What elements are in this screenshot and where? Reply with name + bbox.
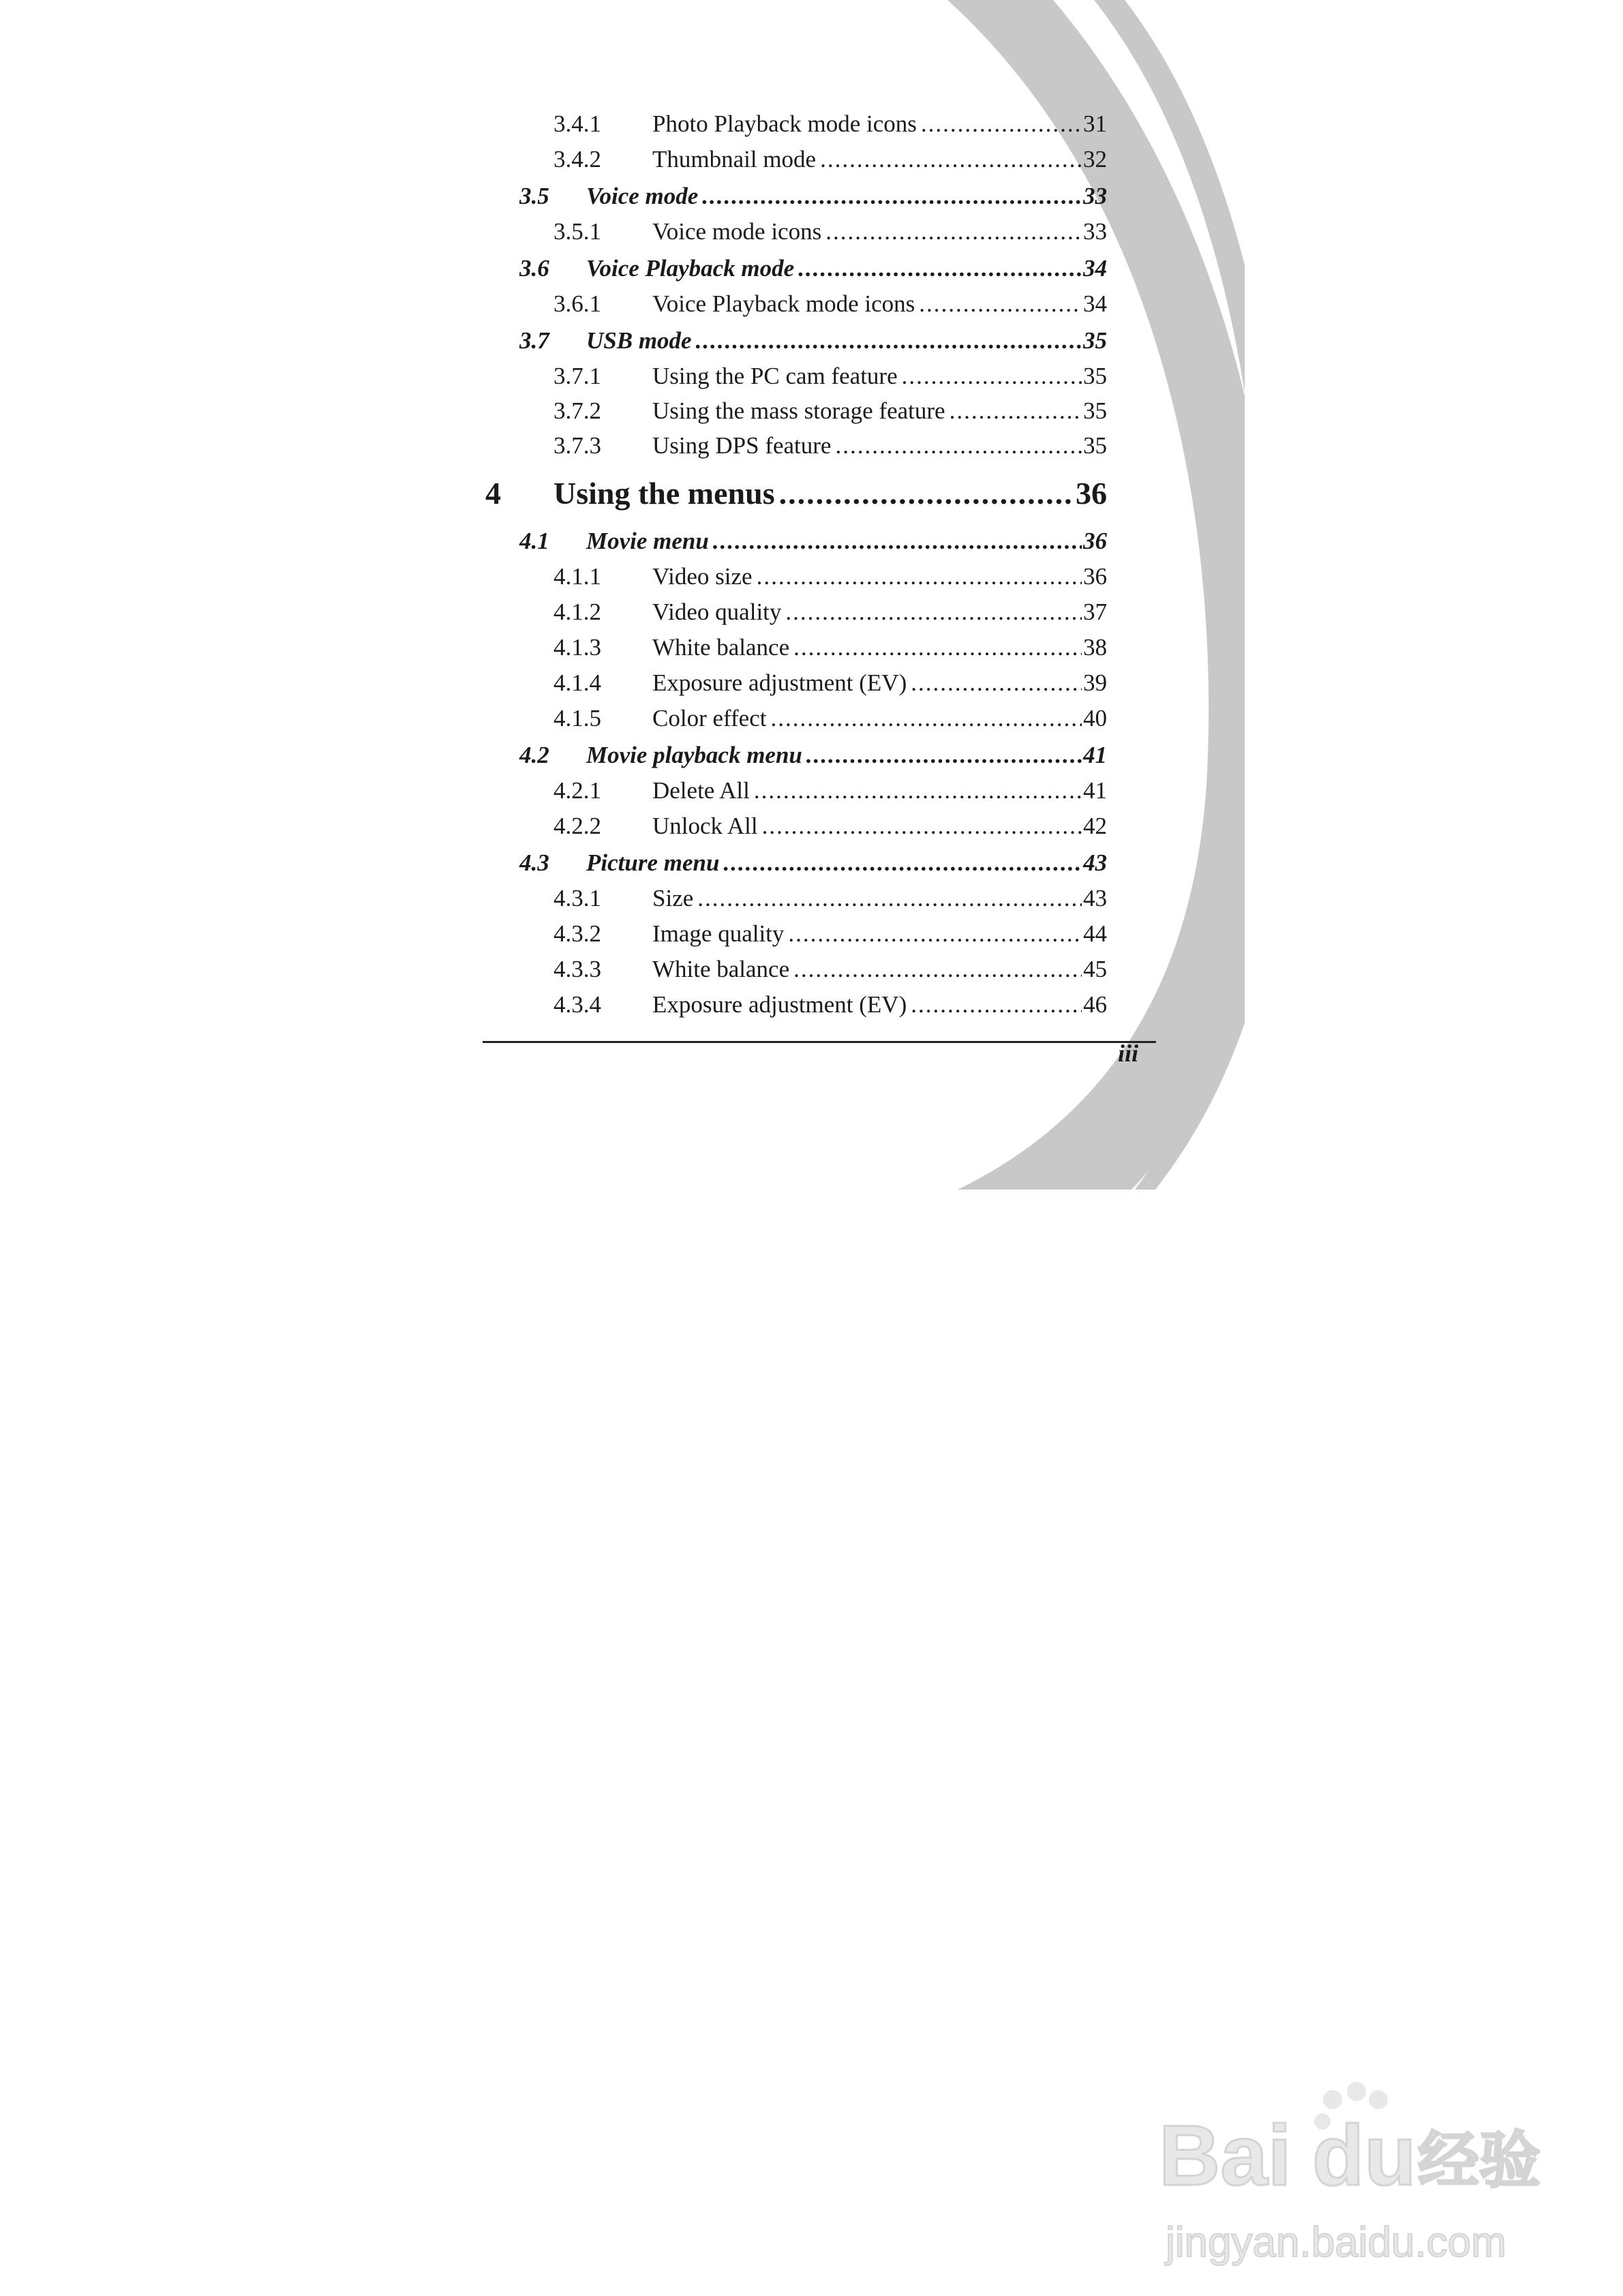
toc-entry-page: 46: [1083, 991, 1107, 1018]
svg-text:经验: 经验: [1418, 2125, 1541, 2196]
toc-entry-page: 37: [1083, 599, 1107, 625]
toc-leader-dots: [702, 183, 1082, 210]
toc-entry-page: 31: [1083, 110, 1107, 137]
toc-entry-title: Using the PC cam feature: [652, 363, 898, 389]
toc-entry-title: White balance: [652, 956, 790, 982]
toc-entry-title: Color effect: [652, 705, 767, 731]
toc-entry-page: 43: [1083, 849, 1107, 876]
toc-leader-dots: [723, 849, 1082, 877]
toc-entry: [485, 354, 1107, 390]
toc-leader-dots: [788, 920, 1082, 948]
toc-entry: [485, 983, 1107, 1018]
toc-leader-dots: [713, 528, 1082, 555]
toc-entry-title: White balance: [652, 634, 790, 661]
toc-entry: [485, 138, 1107, 173]
toc-entry-title: Voice mode icons: [652, 218, 822, 245]
toc-entry-number: 3.4.1: [553, 110, 601, 137]
toc-leader-dots: [696, 327, 1082, 354]
toc-entry-number: 3.5.1: [553, 218, 601, 245]
toc-leader-dots: [779, 475, 1074, 511]
toc-entry-number: 4.1.5: [553, 705, 601, 731]
toc-entry: [485, 389, 1107, 425]
toc-entry-title: Exposure adjustment (EV): [652, 669, 907, 696]
toc-leader-dots: [919, 290, 1082, 318]
toc-leader-dots: [835, 432, 1082, 459]
toc-entry-page: 33: [1083, 183, 1107, 209]
toc-entry: [485, 210, 1107, 245]
toc-entry-number: 3.7.1: [553, 363, 601, 389]
toc-entry-title: Delete All: [652, 777, 750, 804]
toc-entry-title: Video quality: [652, 599, 782, 625]
toc-entry: [485, 769, 1107, 804]
toc-entry-number: 4.2: [519, 742, 549, 768]
toc-entry: [485, 102, 1107, 138]
toc-leader-dots: [785, 599, 1082, 626]
toc-leader-dots: [921, 110, 1082, 138]
toc-entry-page: 34: [1083, 290, 1107, 317]
toc-entry-title: Movie menu: [586, 528, 709, 554]
toc-entry-number: 4.1.2: [553, 599, 601, 625]
toc-leader-dots: [798, 255, 1082, 282]
toc-leader-dots: [754, 777, 1082, 804]
toc-entry-page: 43: [1083, 885, 1107, 911]
toc-entry-title: Voice Playback mode: [586, 255, 795, 282]
toc-entry-page: 38: [1083, 634, 1107, 661]
toc-entry-number: 4.1.3: [553, 634, 601, 661]
toc-leader-dots: [697, 885, 1082, 912]
toc-entry-page: 33: [1083, 218, 1107, 245]
toc-leader-dots: [911, 669, 1082, 697]
toc-entry: [485, 476, 1107, 511]
toc-entry-number: 4.3: [519, 849, 549, 876]
toc-entry-number: 4.3.2: [553, 920, 601, 947]
toc-entry-title: Video size: [652, 563, 753, 590]
toc-entry: [485, 424, 1107, 459]
toc-entry-title: Picture menu: [586, 849, 720, 876]
toc-entry-number: 4.3.1: [553, 885, 601, 911]
toc-entry-number: 4.1.1: [553, 563, 601, 590]
toc-leader-dots: [793, 956, 1082, 983]
toc-entry-page: 35: [1083, 363, 1107, 389]
toc-entry-number: 3.7: [519, 327, 549, 354]
toc-entry-page: 35: [1083, 327, 1107, 354]
toc-entry: [485, 590, 1107, 626]
toc-entry-number: 4.2.1: [553, 777, 601, 804]
toc-entry-number: 3.7.2: [553, 397, 601, 424]
toc-entry-page: 35: [1083, 432, 1107, 459]
toc-entry: [485, 282, 1107, 318]
toc-entry-title: Using DPS feature: [652, 432, 832, 459]
page-number: iii: [1118, 1040, 1139, 1067]
toc-entry-number: 3.4.2: [553, 146, 601, 172]
toc-entry-number: 4.1: [519, 528, 549, 554]
toc-entry-title: Photo Playback mode icons: [652, 110, 917, 137]
toc-entry-number: 4.3.3: [553, 956, 601, 982]
toc-leader-dots: [950, 397, 1082, 425]
toc-entry: [485, 948, 1107, 983]
toc-entry-number: 4.1.4: [553, 669, 601, 696]
toc-entry-title: Voice mode: [586, 183, 699, 209]
toc-leader-dots: [820, 146, 1082, 173]
toc-entry-number: 3.6: [519, 255, 549, 282]
toc-entry-number: 4: [485, 476, 501, 511]
toc-entry-title: Thumbnail mode: [652, 146, 817, 172]
toc-leader-dots: [762, 813, 1082, 840]
toc-entry: [485, 175, 1107, 210]
footer-rule: [483, 1041, 1156, 1043]
toc-entry: [485, 661, 1107, 697]
toc-entry-page: 40: [1083, 705, 1107, 731]
toc-entry-page: 35: [1083, 397, 1107, 424]
toc-entry-number: 3.6.1: [553, 290, 601, 317]
toc-entry: [485, 912, 1107, 948]
toc-leader-dots: [757, 563, 1082, 590]
toc-entry: [485, 804, 1107, 840]
toc-entry-page: 36: [1083, 563, 1107, 590]
toc-leader-dots: [902, 363, 1082, 390]
toc-entry-page: 41: [1083, 742, 1107, 768]
toc-entry: [485, 555, 1107, 590]
toc-entry-title: Movie playback menu: [586, 742, 802, 768]
toc-entry: [485, 519, 1107, 555]
toc-entry-page: 32: [1083, 146, 1107, 172]
toc-entry-title: Size: [652, 885, 694, 911]
toc-entry-page: 36: [1076, 476, 1107, 511]
toc-entry-number: 3.7.3: [553, 432, 601, 459]
toc-entry-page: 41: [1083, 777, 1107, 804]
toc-entry: [485, 247, 1107, 282]
toc-entry-number: 3.5: [519, 183, 549, 209]
toc-entry-title: Using the mass storage feature: [652, 397, 945, 424]
toc-entry-title: Unlock All: [652, 813, 758, 839]
toc-leader-dots: [770, 705, 1082, 732]
toc-entry: [485, 734, 1107, 769]
toc-entry-number: 4.3.4: [553, 991, 601, 1018]
toc-leader-dots: [911, 991, 1082, 1018]
toc-entry: [485, 319, 1107, 354]
toc-entry: [485, 841, 1107, 877]
toc-entry-title: Exposure adjustment (EV): [652, 991, 907, 1018]
toc-entry: [485, 626, 1107, 661]
svg-text:Bai: Bai: [1159, 2109, 1292, 2203]
svg-text:jingyan.baidu.com: jingyan.baidu.com: [1166, 2219, 1506, 2266]
toc-entry-page: 42: [1083, 813, 1107, 839]
toc-entry: [485, 877, 1107, 912]
toc-leader-dots: [825, 218, 1082, 245]
toc-leader-dots: [806, 742, 1082, 769]
baidu-watermark-logo: [1159, 2072, 1568, 2277]
toc-entry-page: 34: [1083, 255, 1107, 282]
toc-entry-title: Using the menus: [553, 476, 775, 511]
toc-entry-page: 36: [1083, 528, 1107, 554]
toc-entry: [485, 697, 1107, 732]
svg-text:du: du: [1312, 2109, 1416, 2203]
toc-entry-title: Image quality: [652, 920, 785, 947]
toc-entry-page: 39: [1083, 669, 1107, 696]
toc-entry-title: Voice Playback mode icons: [652, 290, 915, 317]
toc-entry-page: 45: [1083, 956, 1107, 982]
toc-entry-title: USB mode: [586, 327, 692, 354]
toc-entry-page: 44: [1083, 920, 1107, 947]
toc-leader-dots: [793, 634, 1082, 661]
toc-entry-number: 4.2.2: [553, 813, 601, 839]
